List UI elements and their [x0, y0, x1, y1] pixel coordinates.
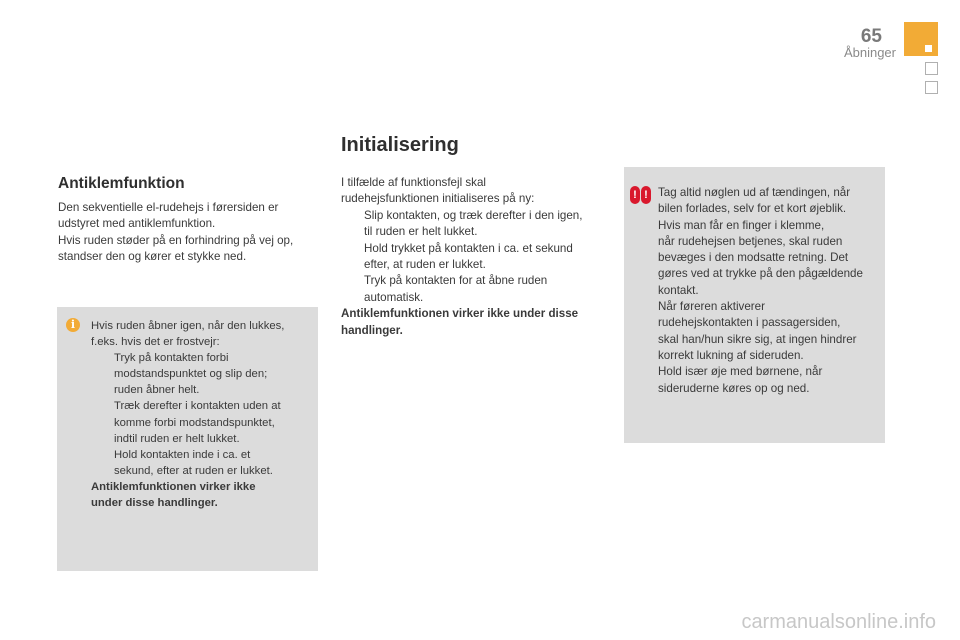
paragraph — [91, 318, 311, 350]
warning-icon-mark: ! — [630, 186, 640, 204]
bold-paragraph — [341, 306, 603, 339]
list-item — [91, 350, 311, 398]
paragraph — [658, 185, 880, 397]
page-number: 65 — [860, 26, 882, 47]
text-line: Hold kontakten inde i ca. et — [114, 448, 251, 461]
text-line: Tryk på kontakten forbi — [114, 352, 229, 365]
chapter-title: Åbninger — [843, 45, 896, 60]
text-line: korrekt lukning af sideruden. — [658, 348, 804, 362]
text-line: Slip kontakten, og træk derefter i den igen, — [364, 208, 583, 222]
text-line: Træk derefter i kontakten uden at — [114, 400, 281, 413]
initialisering-body — [341, 175, 603, 339]
text-line: sekund, efter at ruden er lukket. — [114, 464, 273, 477]
text-line: Hvis ruden åbner igen, når den lukkes, — [91, 320, 285, 332]
text-line: rudehejsfunktionen initialiseres på ny: — [341, 192, 535, 206]
text-line: indtil ruden er helt lukket. — [114, 432, 240, 445]
text-line: Antiklemfunktionen virker ikke — [91, 480, 256, 493]
text-line: handlinger. — [341, 323, 403, 337]
text-line: sideruderne køres op og ned. — [658, 381, 810, 395]
list-item — [91, 398, 311, 446]
text-line: Hold især øje med børnene, når — [658, 365, 823, 379]
text-line: når rudehejsen betjenes, skal ruden — [658, 234, 843, 248]
text-line: bevæges i den modsatte retning. Det — [658, 251, 849, 265]
text-line: skal han/hun sikre sig, at ingen hindrer — [658, 332, 857, 346]
paragraph — [58, 200, 320, 266]
text-line: Den sekventielle el-rudehejs i førersiden er — [58, 201, 279, 214]
list-item — [341, 208, 603, 241]
text-line: kontakt. — [658, 283, 699, 297]
warning-text — [658, 185, 880, 397]
text-line: modstandspunktet og slip den; — [114, 368, 268, 381]
text-line: Tryk på kontakten for at åbne ruden — [364, 274, 548, 288]
text-line: til ruden er helt lukket. — [364, 225, 478, 239]
text-line: standser den og kører et stykke ned. — [58, 250, 247, 264]
list-item — [341, 241, 603, 274]
text-line: automatisk. — [364, 290, 424, 304]
text-line: komme forbi modstandspunktet, — [114, 416, 275, 429]
list-item — [341, 273, 603, 306]
text-line: Hvis ruden støder på en forhindring på vej op, — [58, 233, 294, 247]
text-line: ruden åbner helt. — [114, 384, 200, 397]
paragraph — [341, 175, 603, 208]
section-title-antiklem: Antiklemfunktion — [58, 175, 185, 192]
watermark: carmanualsonline.info — [741, 611, 936, 633]
text-line: I tilfælde af funktionsfejl skal — [341, 176, 486, 189]
text-line: Hold trykket på kontakten i ca. et sekund — [364, 241, 573, 255]
warning-icon-mark: ! — [641, 186, 651, 204]
info-icon: i — [66, 318, 80, 332]
text-line: under disse handlinger. — [91, 497, 218, 510]
text-line: bilen forlades, selv for et kort øjeblik. — [658, 202, 847, 216]
text-line: Når føreren aktiverer — [658, 300, 765, 314]
bold-paragraph — [91, 479, 311, 511]
text-line: Hvis man får en finger i klemme, — [658, 218, 825, 232]
antiklem-body — [58, 200, 320, 266]
text-line: f.eks. hvis det er frostvejr: — [91, 336, 220, 349]
chapter-tab-box — [925, 81, 938, 94]
text-line: Antiklemfunktionen virker ikke under disse — [341, 307, 579, 321]
text-line: udstyret med antiklemfunktion. — [58, 217, 216, 231]
section-title-initialisering: Initialisering — [341, 134, 459, 156]
text-line: gøres ved at trykke på den pågældende — [658, 267, 863, 281]
warning-icon — [630, 186, 652, 204]
text-line: Tag altid nøglen ud af tændingen, når — [658, 186, 851, 199]
chapter-tab-active — [904, 22, 938, 56]
info-text — [91, 318, 311, 511]
square-icon — [925, 45, 932, 52]
chapter-tab-box — [925, 62, 938, 75]
text-line: efter, at ruden er lukket. — [364, 258, 486, 272]
text-line: rudehejskontakten i passagersiden, — [658, 316, 841, 330]
list-item — [91, 447, 311, 479]
